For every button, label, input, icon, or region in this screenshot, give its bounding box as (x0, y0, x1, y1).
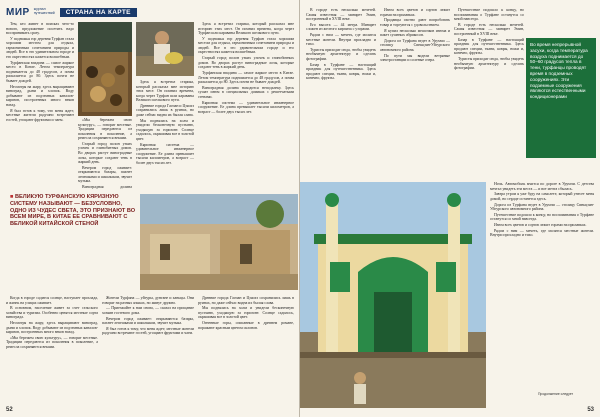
paragraph: Завтра утром я уже буду на самолете, который унесет меня домой, но сердце останется здесь. (490, 192, 594, 201)
photo-courtyard (140, 194, 298, 290)
paragraph: Продавцы охотно дают попробовать товар и торгуются с удовольствием. (380, 18, 450, 27)
paragraph: Я купил несколько мешочков изюма и пакет сушеных абрикосов. (380, 28, 450, 38)
article-column-6 (102, 296, 194, 408)
magazine-logo: МИР (6, 6, 30, 18)
paragraph: В городе есть несколько мечетей. Самая известная — минарет Эмин, построенный в XVIII веке. (306, 8, 376, 22)
paragraph: Я был готов к тому, что меня ждет; местные жители радушно встречают гостей, угощают фруктами и чаем. (102, 326, 194, 336)
paragraph: Туристы приходят сюда, чтобы увидеть необычную архитектуру и сделать фотографии. (454, 57, 524, 71)
paragraph: Несмотря на жару, здесь выращивают виноград, дыни и хлопок. Воду добывают из подземных каналов-кяризов, построенных много веков назад. (6, 84, 74, 107)
article-column-8 (306, 8, 376, 176)
paragraph: Путешествие подошло к концу, но воспоминания о Турфане останутся со мной навсегда. (454, 8, 524, 22)
paragraph: Тем, кто живет в поисках чего-то нового, предложение посетить надо воспринимать сразу. (6, 22, 74, 36)
paragraph: Старый город полон узких улочек и глинобитных домов. Во дворах растут виноградные лозы, которые создают тень в жаркий день. (78, 141, 132, 165)
paragraph: Здесь я встретил старика, который рассказал мне историю этих мест. Он помнил времена, когда через Турфан шли караваны Великого шелкового пути. (136, 80, 194, 103)
info-box (526, 38, 596, 158)
page-header (6, 5, 137, 19)
paragraph: Несмотря на жару, здесь выращивают виноград, дыни и хлопок. Воду добывают из подземных каналов-кяризов, построенных много веков назад. (6, 321, 98, 335)
paragraph: Рядом с ним — мечеть, где молятся местные жители. Внутри прохладно и тихо. (490, 228, 594, 238)
info-box-text: Во время непрерывной засухи, когда температура воздуха поднимается до 50–60 градусов тепла в тени, турфанцы проводят время в подземных сооружениях. Эти подземные сооружения являются естественными кондиционерами (530, 42, 588, 100)
paragraph: Рядом с ним — мечеть, где молятся местные жители. Внутри прохладно и тихо. (306, 33, 376, 47)
paragraph: Ночь. Автомобиль мчится по дороге в Урумчи. С детства мечтал увидеть эти места — и вот мечта сбылась. (490, 182, 594, 191)
continued-tag: Продолжение следует (538, 392, 574, 396)
paragraph: Вечером город оживает: открываются базары, пахнет лепешками и шашлыком, звучит музыка. (78, 165, 132, 184)
paragraph: «Мы бережем свою культуру», — говорят местные. Традиции передаются из поколения в поколение, а ремесла сохраняются веками. (6, 335, 98, 350)
paragraph: Базар в Турфане — настоящий праздник для путешественника. Здесь продают специи, ткани, ковры, ножи и, конечно, фрукты. (306, 62, 376, 81)
section-title: СТРАНА НА КАРТЕ (60, 8, 137, 17)
photo-mosque (300, 182, 486, 408)
page-number-right: 53 (587, 407, 594, 413)
paragraph: Туристы приходят сюда, чтобы увидеть необычную архитектуру и сделать фотографии. (306, 47, 376, 62)
photo-melon-seller (136, 22, 194, 76)
article-column-3 (136, 80, 194, 190)
paragraph: Мы поднялись на холм и увидели бесконечную пустыню, уходящую за горизонт. Солнце садилось, окрашивая все в золотой цвет. (198, 306, 294, 320)
paragraph: Дорога из Турфана ведет в Урумчи — столицу Синьцзян-Уйгурского автономного района. (490, 202, 594, 212)
paragraph: Изюм всех цветов и сортов лежит горами на прилавках. (494, 223, 587, 228)
article-column-5 (6, 296, 98, 408)
pull-quote (10, 194, 136, 228)
article-column-4 (198, 22, 294, 190)
article-column-1 (6, 22, 74, 190)
paragraph: Огненные горы, описанные в древнем романе, поражают красным цветом склонов. (198, 321, 294, 330)
article-column-7 (198, 296, 294, 408)
paragraph: — Приезжайте к нам снова, — сказал на прощание хозяин гостевого дома. (102, 306, 194, 315)
article-column-11 (490, 182, 594, 388)
paragraph: Изюм всех цветов и сортов лежит горами на прилавках. (380, 8, 450, 17)
photo-raisin-market (78, 22, 132, 116)
paragraph: Базар в Турфане — настоящий праздник для путешественника. Здесь продают специи, ткани, ковры, ножи и, конечно, фрукты. (454, 37, 524, 56)
paragraph: Вечером город оживает: открываются базары, пахнет лепешками и шашлыком, звучит музыка. (102, 316, 194, 326)
paragraph: Жители Турфана — уйгуры, дунгане и ханьцы. Они говорят на разных языках, но живут дружно. (102, 296, 194, 305)
article-column-2 (78, 118, 132, 190)
paragraph: Путешествие подошло к концу, но воспоминания о Турфане останутся со мной навсегда. (490, 212, 594, 222)
paragraph: Виноградная долина (82, 185, 132, 190)
paragraph: Старый город полон узких улочек и глинобитных домов. Во дворах растут виноградные лозы, которые создают тень в жаркий день. (198, 56, 294, 70)
paragraph: Древние города Гаочан и Цзяохэ сохранились лишь в руинах, но даже сейчас видна их былая слава. (136, 103, 194, 118)
paragraph: Мы поднялись на холм и увидели бесконечную пустыню, уходящую за горизонт. Солнце садилось, окрашивая все в золотой цвет. (136, 118, 194, 141)
paragraph: У подножья гор деревня Турфан стала хорошим местом для отдыха, гармоничным сочетанием природы и людей. Все в это удивительном городе и его окрестностях кажется волшебным. (6, 36, 74, 60)
paragraph: Кяризная система — удивительное инженерное сооружение. Ее длина превышает тысячи километров, а возраст — более двух тысяч лет. (198, 100, 294, 114)
page-number-left: 52 (6, 407, 13, 413)
article-column-9 (380, 8, 450, 176)
article-column-10 (454, 8, 524, 176)
paragraph: Дорога из Турфана ведет в Урумчи — столицу Синьцзян-Уйгурского автономного района. (380, 38, 450, 52)
paragraph: По пути мы видели ветряные электростанции и соленые озера. (380, 53, 450, 63)
paragraph: Виноградная долина находится неподалеку. Здесь сушат изюм в специальных домиках с решетчатыми стенами. (198, 85, 294, 99)
paragraph: В основном, население живет за счет сельского хозяйства и туризма. Особенно ценятся местные сорта винограда. (6, 306, 98, 320)
paragraph: Когда в городе садится солнце, наступает прохлада, и жизнь на улицах оживает. (6, 296, 98, 305)
right-page (300, 0, 600, 417)
paragraph: «Мы бережем свою культуру», — говорят местные. Традиции передаются из поколения в поколение, а ремесла сохраняются веками. (78, 118, 132, 141)
paragraph: У подножья гор деревня Турфан стала хорошим местом для отдыха, гармоничным сочетанием природы и людей. Все в это удивительном городе и его окрестностях кажется волшебным. (198, 36, 294, 55)
paragraph: Его высота — 44 метра. Минарет сложен из желтого кирпича с узорами. (306, 22, 376, 32)
paragraph: Турфанская впадина — самое жаркое место в Китае. Летом температура поднимается до 48 градусов, а почва раскаляется до 80. Здесь почти не бывает дождей. (6, 60, 74, 83)
pull-quote-text: ВЕЛИКУЮ ТУРФАНСКУЮ КЯРИЗНУЮ СИСТЕМУ НАЗЫВАЮТ — БЕЗУСЛОВНО, ОДНО ИЗ ЧУДЕС СВЕТА, ЭТО ПРИЗНАЮТ ВО ВСЕМ МИРЕ, В КИТАЕ ЕЕ СРАВНИВАЮТ С ВЕЛИКОЙ КИТАЙСКОЙ СТЕНОЙ (10, 194, 136, 228)
paragraph: Я был готов к тому, что меня ждет; местные жители радушно встречают гостей, угощают фруктами и чаем. (6, 108, 74, 122)
paragraph: Турфанская впадина — самое жаркое место в Китае. Летом температура поднимается до 48 градусов, а почва раскаляется до 80. Здесь почти не бывает дождей. (198, 71, 294, 85)
paragraph: Кяризная система — удивительное инженерное сооружение. Ее длина превышает тысячи километров, а возраст — более двух тысяч лет. (136, 142, 194, 165)
paragraph: Здесь я встретил старика, который рассказал мне историю этих мест. Он помнил времена, когда через Турфан шли караваны Великого шелкового пути. (198, 22, 294, 36)
quote-mark-icon: ■ (10, 194, 15, 200)
paragraph: Древние города Гаочан и Цзяохэ сохранились лишь в руинах, но даже сейчас видна их былая слава. (198, 296, 294, 305)
magazine-logo-sub: журнал путешествий (33, 7, 55, 15)
paragraph: В городе есть несколько мечетей. Самая известная — минарет Эмин, построенный в XVIII веке. (454, 22, 524, 36)
